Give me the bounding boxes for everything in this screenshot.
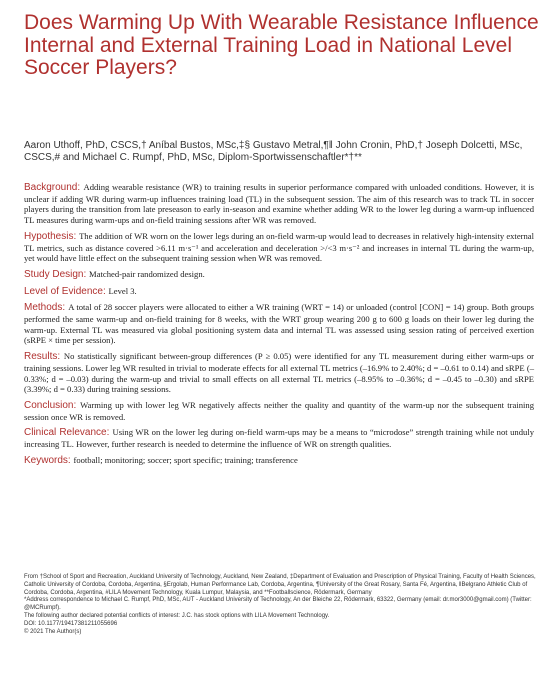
conflicts-note: The following author declared potential conflicts of interest: J.C. has stock options with LILA Movement Technology.: [24, 612, 330, 619]
results-heading: Results :: [24, 351, 64, 362]
results-paragraph: [24, 351, 534, 395]
keywords-text: football; monitoring; soccer; sport specific; training; transference: [73, 454, 298, 465]
clinical-text: Using WR on the lower leg during on-field warm-ups may be a means to “microdose” strength training while not unduly increasing TL. However, further research is needed to determine the influence of WR on strength qualities.: [24, 427, 535, 450]
correspondence-note: *Address correspondence to Michael C. Rumpf, PhD, MSc, AUT - Auckland University of Technology, An der Bleiche 22, Rödermark, 63322, Germany (email: dr.mor3000@gmail.com) (Twitter: @MCRumpf).: [24, 597, 532, 612]
background-text: Adding wearable resistance (WR) to training results in superior performance compared with unloaded conditions. However, it is unclear if adding WR during warm-up influences training load (TL) in the subsequent session. The aim of this research was to track TL in soccer players during the transition from late preseason to early in-season and examine whether adding WR to the lower leg during a warm-up influenced TL measures during warm-ups and on-field training sessions after WR was removed.: [24, 182, 534, 226]
study-design-heading: Study Design :: [24, 269, 89, 280]
author-list: Aaron Uthoff, PhD, CSCS,† Aníbal Bustos, MSc,‡§ Gustavo Metral,¶‖ John Cronin, PhD,† Joseph Dolcetti, MSc, CSCS,# and Michael C. Rumpf, PhD, MSc, Diplom-Sportwissenschaftler*†**: [24, 140, 523, 163]
copyright-note: © 2021 The Author(s): [24, 628, 82, 635]
results-text: No statistically significant between-group differences (P ≥ 0.05) were identified for any TL measurement during either warm-ups or training sessions. Lower leg WR resulted in trivial to moderate effects for all external TL metrics (–16.9% to 2.40%; d = –0.61 to 0.14) and sRPE (–0.33%; d = –0.03) during the warm-up and trivial to small effects on all external TL metrics (–8.95% to –0.36%; d = –0.45 to –0.30) and sRPE (3.39%; d = 0.33) during training sessions.: [24, 351, 534, 395]
keywords-heading: Keywords :: [24, 455, 73, 466]
methods-heading: Methods :: [24, 302, 68, 313]
clinical-heading: Clinical Relevance :: [24, 427, 112, 438]
abstract: [24, 182, 534, 471]
conclusion-heading: Conclusion :: [24, 400, 80, 411]
background-paragraph: [24, 182, 534, 226]
doi-note: DOI: 10.1177/19417381211055696: [24, 620, 118, 627]
affiliations-note: From †School of Sport and Recreation, Auckland University of Technology, Auckland, New Zealand, ‡Department of Evaluation and Prescription of Physical Training, Faculty of Health Sciences, Catholic University of Cordoba, Cordoba, Argentina, §Ergolab, Human Performance Lab, Cordoba, Argentina, ¶University of the Great Rosary, Santa Fé, Argentina, ‖Belgrano Athletic Club of Cordoba, Cordoba, Argentina, #LILA Movement Technology, Kuala Lumpur, Malaysia, and **Footballscience, Rödermark, Germany: [24, 574, 536, 596]
hypothesis-heading: Hypothesis :: [24, 231, 79, 242]
background-heading: Background :: [24, 182, 84, 193]
methods-paragraph: [24, 302, 534, 346]
keywords-paragraph: [24, 455, 534, 467]
clinical-paragraph: [24, 427, 534, 449]
conclusion-paragraph: [24, 400, 534, 422]
hypothesis-paragraph: [24, 231, 534, 264]
study-design-text: Matched-pair randomized design.: [89, 268, 205, 279]
conclusion-text: Warming up with lower leg WR negatively affects neither the quality and quantity of the warm-up nor the subsequent training session once WR is removed.: [24, 399, 534, 422]
article-title: Does Warming Up With Wearable Resistance Influence Internal and External Training Load in National Level Soccer Players?: [24, 11, 539, 79]
level-paragraph: [24, 286, 534, 298]
level-text: Level 3.: [108, 285, 137, 296]
level-heading: Level of Evidence :: [24, 286, 109, 297]
footnotes: [24, 574, 536, 636]
methods-text: A total of 28 soccer players were allocated to either a WR training (WRT = 14) or unloaded (control [CON] = 14) group. Both groups performed the same warm-up and on-field training for 8 weeks, with the WRT group wearing 200 g to 600 g loads on their lower leg during the warm-up. External TL was measured via global positioning system data and internal TL was assessed using session rating of perceived exertion (sRPE × time per session).: [24, 302, 534, 346]
study-design-paragraph: [24, 269, 534, 281]
hypothesis-text: The addition of WR worn on the lower legs during an on-field warm-up would lead to decreases in relatively high-intensity external TL metrics, such as distance covered >6.11 m·s⁻¹ and acceleration and deceleration >/<3 m·s⁻² and increases in internal TL during the warm-up, yet would have little effect on the subsequent training session when WR was removed.: [24, 230, 534, 264]
